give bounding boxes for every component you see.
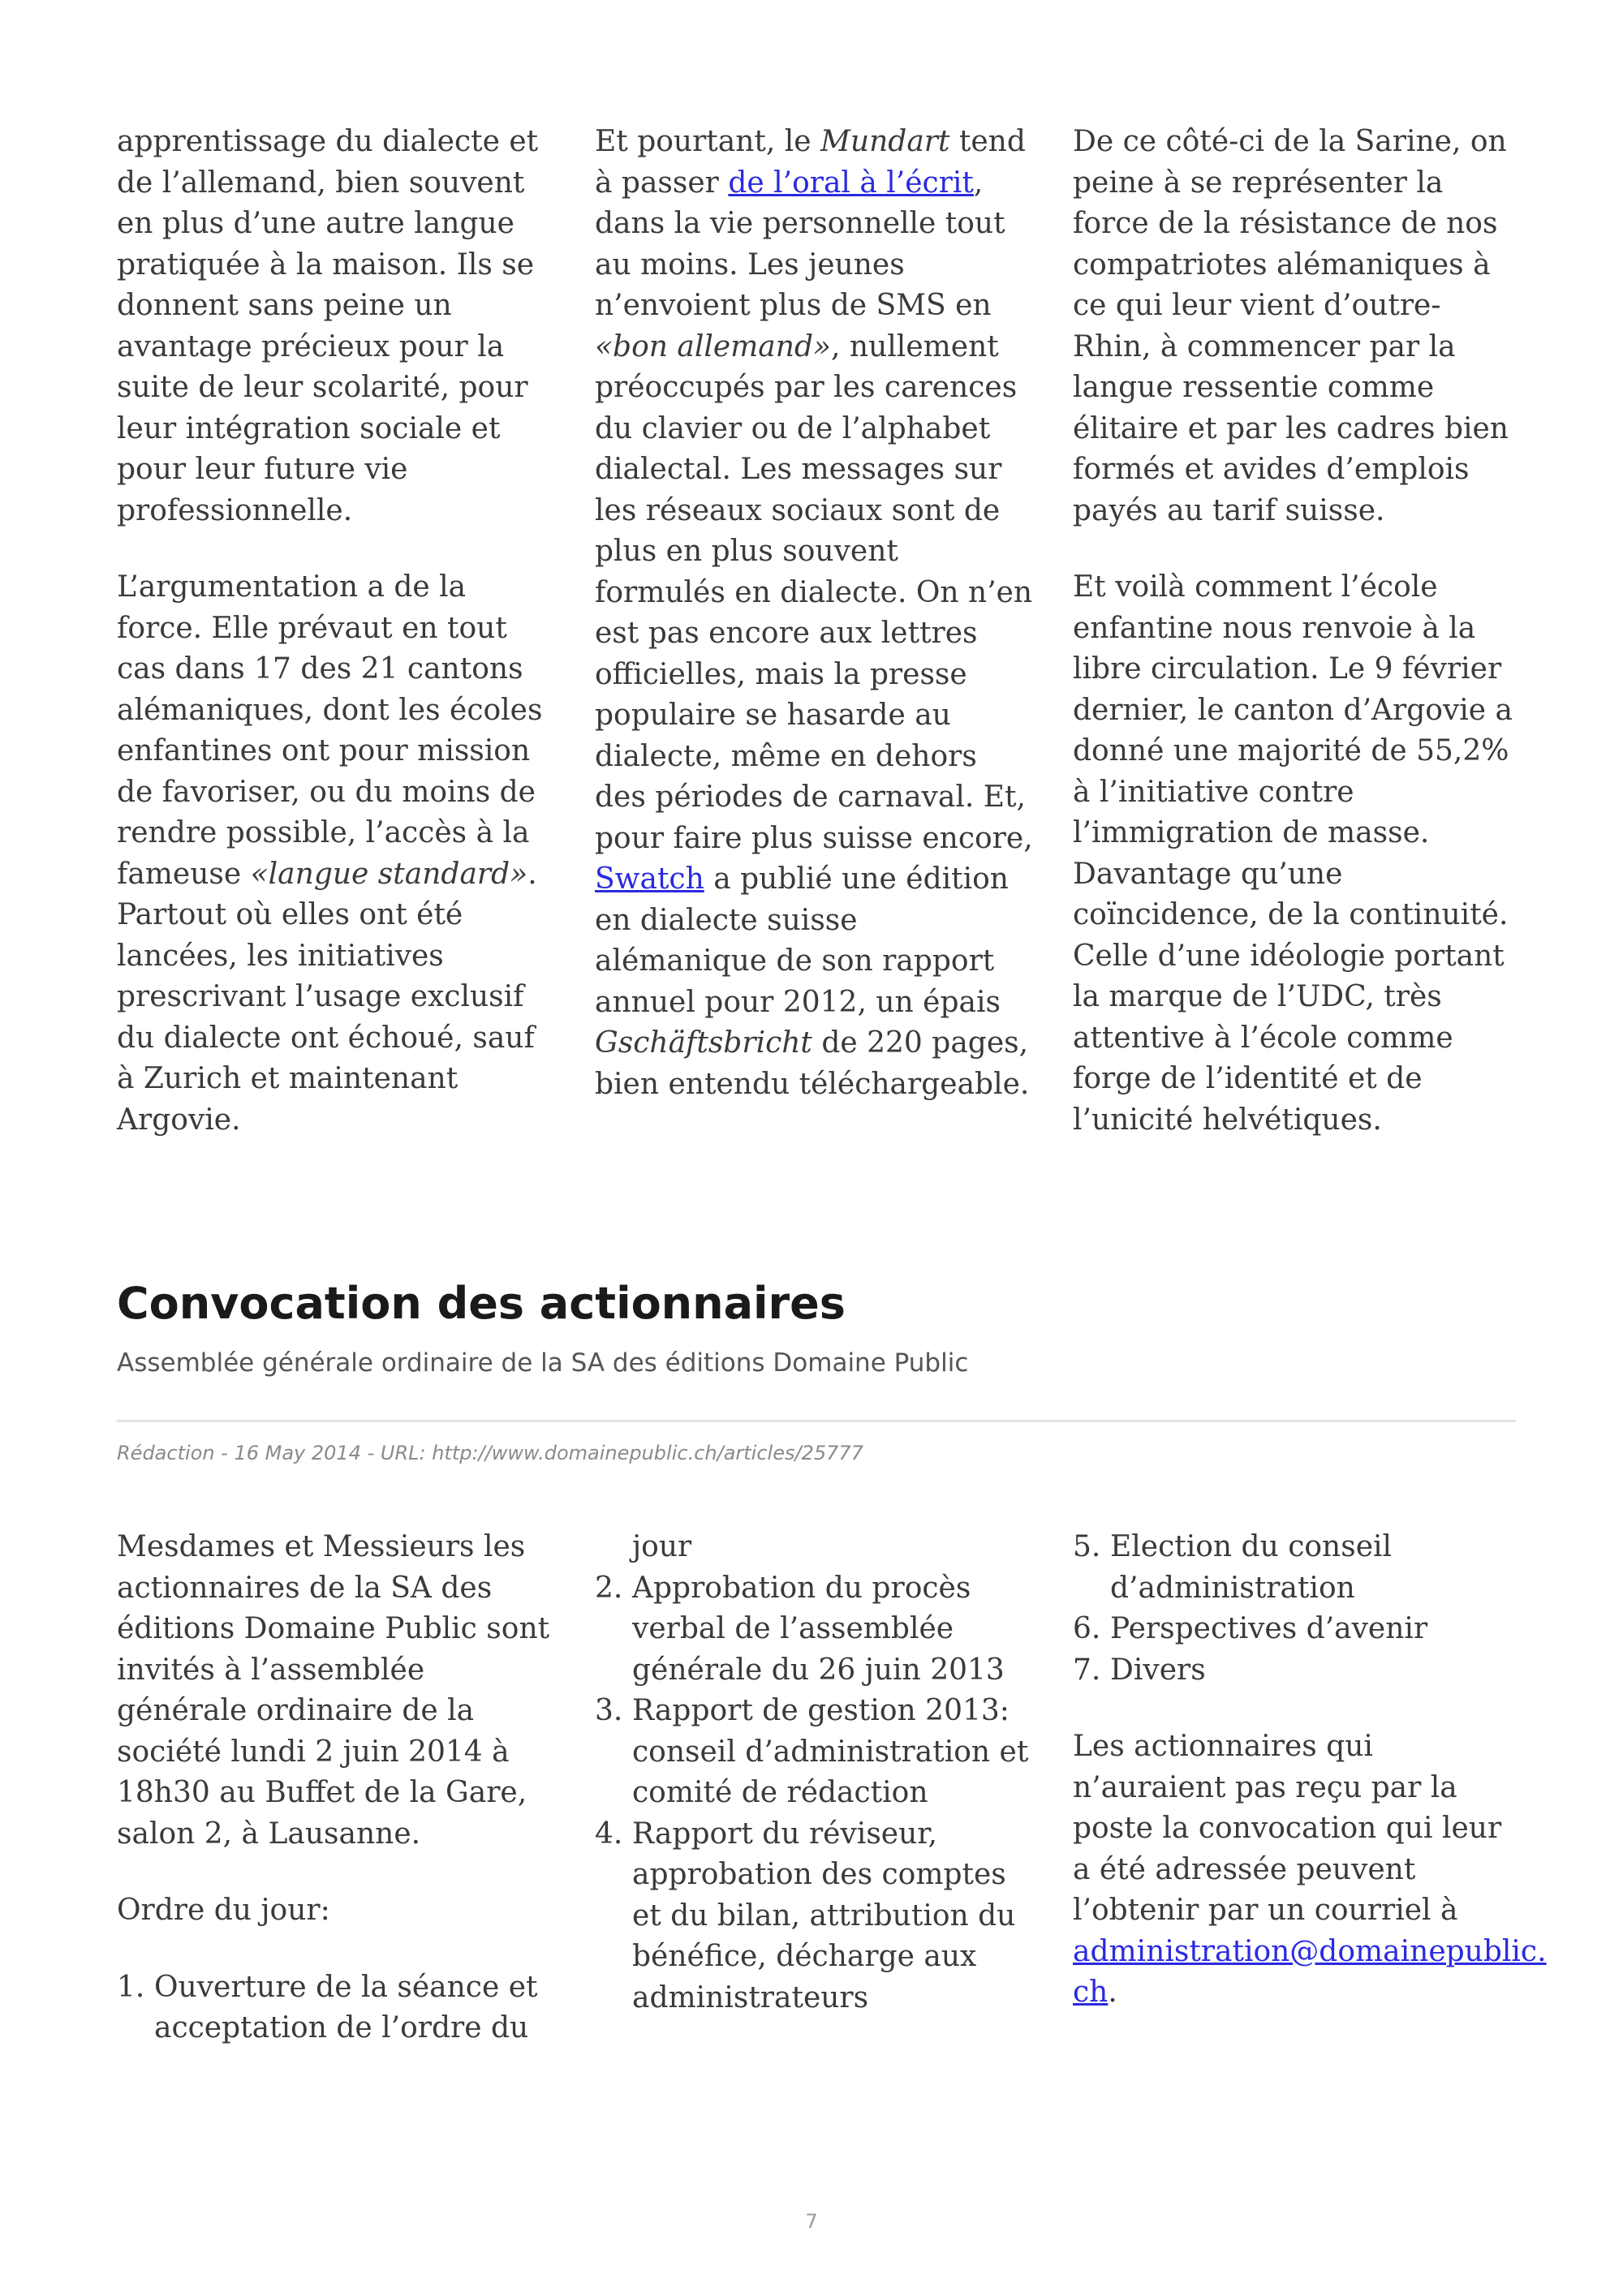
agenda-item: 1. Ouverture de la séance et acceptation de l’ordre du [117, 1967, 559, 2049]
text-run: , dans la vie personnelle tout au moins. Les jeunes n’envoient plus de SMS en [595, 166, 1005, 322]
agenda-item-text: Perspectives d’avenir [1110, 1612, 1428, 1645]
article2-column-2 [595, 1527, 1037, 2019]
text-run: de 220 pages, bien entendu téléchargeable. [595, 1026, 1030, 1101]
agenda-list [117, 1967, 559, 2049]
article-meta: Rédaction - 16 May 2014 - URL: http://www.domainepublic.ch/articles/25777 [117, 1442, 863, 1464]
agenda-item-text: Election du conseil d’administration [1110, 1530, 1393, 1605]
agenda-item [1073, 1609, 1515, 1650]
term-gschaeftsbricht: Gschäftsbricht [595, 1026, 812, 1060]
article1-paragraph: De ce côté-ci de la Sarine, on peine à se représenter la force de la résistance de nos compatriotes alémaniques à ce qui leur vient d’outre-Rhin, à commencer par la langue ressentie comme élitaire et par les cadres bien formés et avides d’emplois payés au tarif suisse. [1073, 125, 1509, 527]
text-run: . [1108, 1976, 1117, 2009]
quote-bon-allemand: «bon allemand» [595, 329, 832, 363]
quote-langue-standard: «langue standard» [250, 857, 528, 891]
article2-column-1 [117, 1527, 559, 2049]
article2-column-3 [1073, 1527, 1547, 2014]
article1-column-1 [117, 122, 559, 1141]
text-run: Et pourtant, le [595, 125, 821, 158]
email-part: ch [1073, 1976, 1109, 2009]
text-run: , nullement préoccupés par les carences du clavier ou de l’alphabet dialectal. Les messages sur les réseaux sociaux sont de plus en plus souvent formulés en dialecte. On n’en est pas encore aux lettres officielles, mais la presse populaire se hasarde au dialecte, même en dehors des périodes de carnaval. Et, pour faire plus suisse encore, [595, 329, 1033, 855]
agenda-item [1073, 1527, 1515, 1609]
outro-paragraph [1073, 1726, 1547, 2014]
link-oral-ecrit[interactable]: de l’oral à l’écrit [728, 166, 974, 200]
article1-column-3 [1073, 122, 1515, 1141]
link-swatch[interactable]: Swatch [595, 862, 704, 896]
agenda-item [595, 1814, 1037, 2019]
article1-paragraph: apprentissage du dialecte et de l’allemand, bien souvent en plus d’une autre langue pratiquée à la maison. Ils se donnent sans peine un avantage précieux pour la suite de leur scolarité, pour leur intégration sociale et pour leur future vie professionnelle. [117, 125, 539, 527]
agenda-item-text: Rapport du réviseur, approbation des comptes et du bilan, attribution du bénéfice, décharge aux administrateurs [632, 1817, 1016, 2014]
page-number: 7 [805, 2210, 818, 2233]
article1-paragraph [595, 122, 1037, 1105]
agenda-item [595, 1568, 1037, 1692]
agenda-item-text: Divers [1110, 1653, 1206, 1687]
agenda-item [595, 1691, 1037, 1814]
agenda-item-number: 1. [117, 1970, 145, 2004]
agenda-item-number: 5. [1073, 1530, 1101, 1563]
text-run: L’argumentation a de la force. Elle prévaut en tout cas dans 17 des 21 cantons alémaniques, dont les écoles enfantines ont pour mission de favoriser, ou du moins de rendre possible, l’accès à la fameuse [117, 570, 543, 891]
text-run: tend à passer [595, 125, 1026, 200]
agenda-item-number: 3. [595, 1694, 623, 1727]
agenda-label: Ordre du jour: [117, 1894, 330, 1927]
article1-column-2 [595, 122, 1037, 1105]
agenda-item-number: 7. [1073, 1653, 1101, 1687]
agenda-list [1073, 1527, 1515, 1691]
agenda-item [1073, 1650, 1515, 1692]
agenda-item-text: Approbation du procès verbal de l’assemblée générale du 26 juin 2013 [632, 1571, 1005, 1687]
text-run: . Partout où elles ont été lancées, les initiatives prescrivant l’usage exclusif du dialecte ont échoué, sauf à Zurich et maintenant Argovie. [117, 857, 537, 1137]
agenda-item-text: Rapport de gestion 2013: conseil d’administration et comité de rédaction [632, 1694, 1029, 1809]
agenda-item-continuation: jour [632, 1530, 692, 1563]
email-link[interactable] [1073, 1935, 1547, 2010]
agenda-item-number: 6. [1073, 1612, 1101, 1645]
article-subtitle: Assemblée générale ordinaire de la SA des éditions Domaine Public [117, 1348, 969, 1378]
text-run: a publié une édition en dialecte suisse alémanique de son rapport annuel pour 2012, un épais [595, 862, 1009, 1019]
agenda-item-number: 2. [595, 1571, 623, 1605]
email-part: administration@domainepublic. [1073, 1934, 1547, 1968]
intro-paragraph: Mesdames et Messieurs les actionnaires de la SA des éditions Domaine Public sont invités à l’assemblée générale ordinaire de la société lundi 2 juin 2014 à 18h30 au Buffet de la Gare, salon 2, à Lausanne. [117, 1530, 550, 1851]
term-mundart: Mundart [820, 125, 950, 158]
agenda-item-number: 4. [595, 1817, 623, 1851]
header-divider [117, 1420, 1516, 1422]
article1-paragraph [117, 567, 559, 1141]
text-run: Les actionnaires qui n’auraient pas reçu par la poste la convocation qui leur a été adressée peuvent l’obtenir par un courriel à [1073, 1730, 1502, 1927]
agenda-list [595, 1568, 1037, 2019]
article-title: Convocation des actionnaires [117, 1278, 846, 1329]
article1-paragraph: Et voilà comment l’école enfantine nous renvoie à la libre circulation. Le 9 février dernier, le canton d’Argovie a donné une majorité de 55,2% à l’initiative contre l’immigration de masse. Davantage qu’une coïncidence, de la continuité. Celle d’une idéologie portant la marque de l’UDC, très attentive à l’école comme forge de l’identité et de l’unicité helvétiques. [1073, 570, 1513, 1137]
